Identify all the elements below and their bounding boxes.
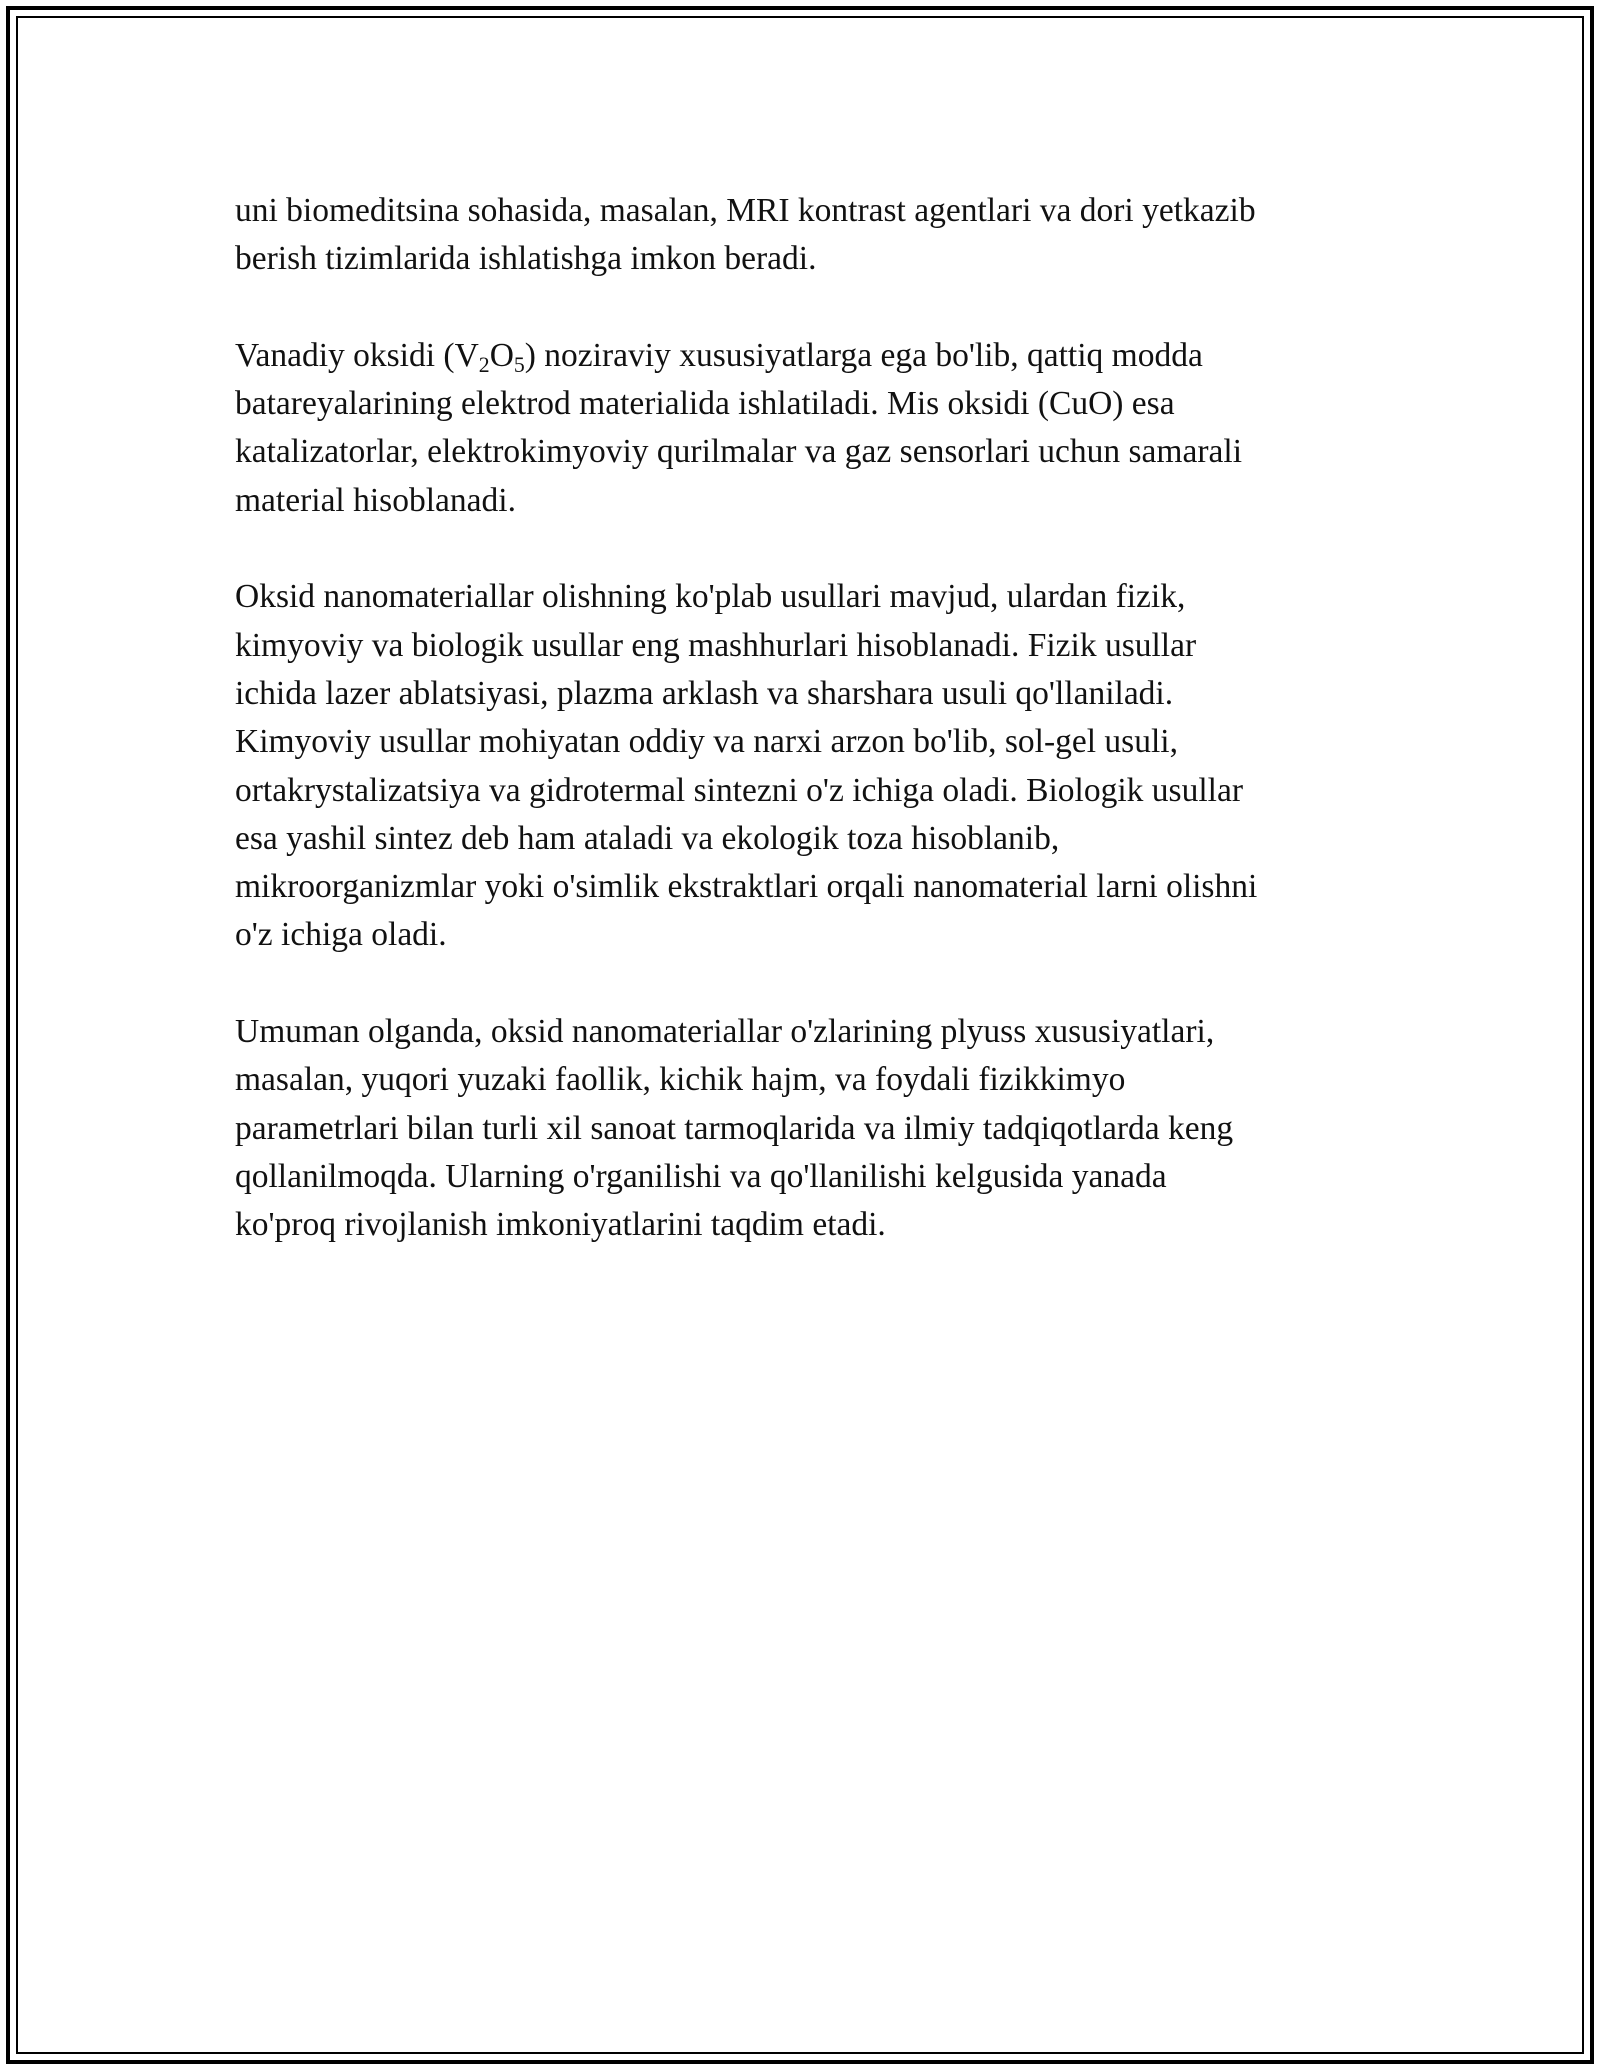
text-line: parametrlari bilan turli xil sanoat tarmoqlarida va ilmiy tadqiqotlarda keng — [235, 1109, 1234, 1147]
text-line: mikroorganizmlar yoki o'simlik ekstraktlari orqali nanomaterial larni olishni — [235, 868, 1258, 906]
formula-element: V — [454, 336, 479, 374]
text-line: ichida lazer ablatsiyasi, plazma arklash va sharshara usuli qo'llaniladi. — [235, 674, 1174, 712]
text-line: Oksid nanomateriallar olishning ko'plab usullari mavjud, ulardan fizik, — [235, 578, 1186, 616]
text-line: ko'proq rivojlanish imkoniyatlarini taqdim etadi. — [235, 1206, 886, 1244]
text-line: material hisoblanadi. — [235, 481, 516, 519]
text-line: katalizatorlar, elektrokimyoviy qurilmalar va gaz sensorlari uchun samarali — [235, 433, 1242, 471]
text-line: ortakrystalizatsiya va gidrotermal sintezni o'z ichiga oladi. Biologik usullar — [235, 771, 1243, 809]
text-line: Umuman olganda, oksid nanomateriallar o'zlarining plyuss xususiyatlari, — [235, 1013, 1215, 1051]
text-line: masalan, yuqori yuzaki faollik, kichik hajm, va foydali fizikkimyo — [235, 1061, 1126, 1099]
text-line: kimyoviy va biologik usullar eng mashhurlari hisoblanadi. Fizik usullar — [235, 626, 1197, 664]
text-line: berish tizimlarida ishlatishga imkon beradi. — [235, 240, 817, 278]
formula-prefix: Vanadiy oksidi ( — [235, 336, 455, 374]
paragraph — [235, 332, 1365, 525]
text-line: Kimyoviy usullar mohiyatan oddiy va narxi arzon bo'lib, sol-gel usuli, — [235, 723, 1178, 761]
formula-element: O — [489, 336, 514, 374]
paragraph — [235, 573, 1365, 959]
text-line: o'z ichiga oladi. — [235, 916, 447, 954]
text-line-formula — [235, 332, 1365, 380]
formula-suffix: ) noziraviy xususiyatlarga ega bo'lib, qattiq modda — [524, 336, 1203, 374]
formula-subscript: 5 — [513, 352, 525, 377]
text-line: qollanilmoqda. Ularning o'rganilishi va qo'llanilishi kelgusida yanada — [235, 1157, 1167, 1195]
text-line: uni biomeditsina sohasida, masalan, MRI kontrast agentlari va dori yetkazib — [235, 192, 1256, 229]
text-line: esa yashil sintez deb ham ataladi va ekologik toza hisoblanib, — [235, 819, 1060, 857]
text-line: batareyalarining elektrod materialida ishlatiladi. Mis oksidi (CuO) esa — [235, 385, 1175, 423]
paragraph — [235, 187, 1365, 284]
document-body — [235, 187, 1365, 1298]
paragraph — [235, 1008, 1365, 1249]
formula-subscript: 2 — [478, 352, 490, 377]
